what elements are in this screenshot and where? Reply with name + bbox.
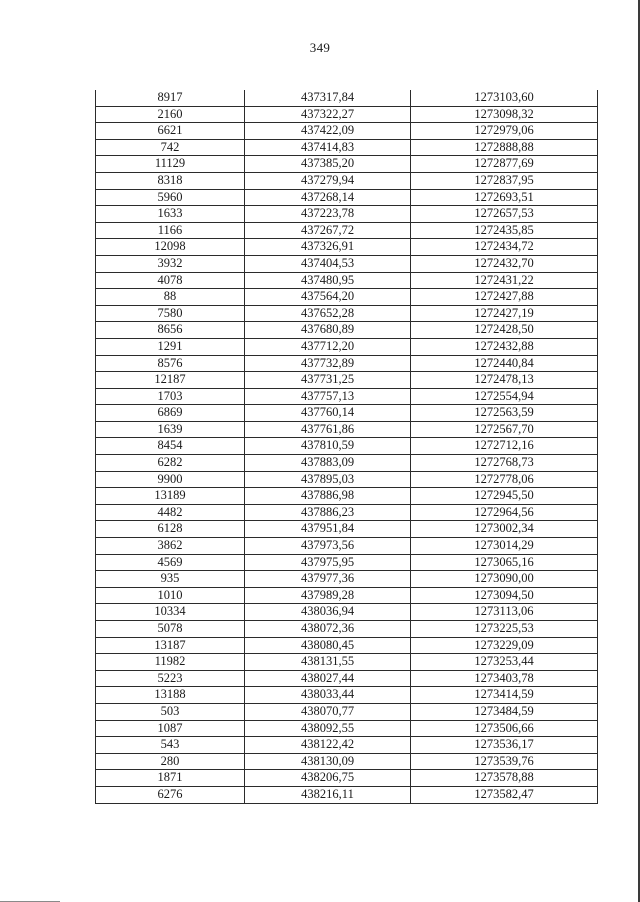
- point-number-cell: 503: [96, 703, 245, 720]
- table-row: [96, 90, 598, 106]
- point-number-cell: 5078: [96, 621, 245, 638]
- point-number-cell: 2160: [96, 106, 245, 123]
- table-row: [96, 421, 598, 438]
- table-row: [96, 554, 598, 571]
- point-number-cell: 6869: [96, 405, 245, 422]
- y-coordinate-cell: 1273414,59: [411, 687, 598, 704]
- point-number-cell: 4482: [96, 504, 245, 521]
- y-coordinate-cell: 1273578,88: [411, 770, 598, 787]
- point-number-cell: 8318: [96, 172, 245, 189]
- table-row: [96, 654, 598, 671]
- y-coordinate-cell: 1272888,88: [411, 139, 598, 156]
- point-number-cell: 11129: [96, 156, 245, 173]
- x-coordinate-cell: 438080,45: [245, 637, 411, 654]
- table-row: [96, 305, 598, 322]
- point-number-cell: 543: [96, 737, 245, 754]
- table-row: [96, 737, 598, 754]
- y-coordinate-cell: 1272478,13: [411, 372, 598, 389]
- y-coordinate-cell: 1273002,34: [411, 521, 598, 538]
- table-row: [96, 206, 598, 223]
- y-coordinate-cell: 1273098,32: [411, 106, 598, 123]
- y-coordinate-cell: 1272768,73: [411, 455, 598, 472]
- x-coordinate-cell: 437480,95: [245, 272, 411, 289]
- point-number-cell: 10334: [96, 604, 245, 621]
- x-coordinate-cell: 437326,91: [245, 239, 411, 256]
- y-coordinate-cell: 1272431,22: [411, 272, 598, 289]
- point-number-cell: 3932: [96, 255, 245, 272]
- y-coordinate-cell: 1273582,47: [411, 786, 598, 803]
- point-number-cell: 5223: [96, 670, 245, 687]
- x-coordinate-cell: 437414,83: [245, 139, 411, 156]
- table-row: [96, 455, 598, 472]
- point-number-cell: 742: [96, 139, 245, 156]
- table-row: [96, 703, 598, 720]
- table-row: [96, 687, 598, 704]
- x-coordinate-cell: 437951,84: [245, 521, 411, 538]
- point-number-cell: 13189: [96, 488, 245, 505]
- table-row: [96, 488, 598, 505]
- y-coordinate-cell: 1272428,50: [411, 322, 598, 339]
- x-coordinate-cell: 437322,27: [245, 106, 411, 123]
- y-coordinate-cell: 1273094,50: [411, 587, 598, 604]
- table-row: [96, 355, 598, 372]
- table-row: [96, 172, 598, 189]
- y-coordinate-cell: 1272567,70: [411, 421, 598, 438]
- point-number-cell: 9900: [96, 471, 245, 488]
- table-row: [96, 471, 598, 488]
- point-number-cell: 13187: [96, 637, 245, 654]
- point-number-cell: 8917: [96, 90, 245, 106]
- table-row: [96, 786, 598, 803]
- point-number-cell: 88: [96, 289, 245, 306]
- table-row: [96, 372, 598, 389]
- table-row: [96, 156, 598, 173]
- table-row: [96, 189, 598, 206]
- point-number-cell: 7580: [96, 305, 245, 322]
- x-coordinate-cell: 437975,95: [245, 554, 411, 571]
- point-number-cell: 12098: [96, 239, 245, 256]
- table-row: [96, 670, 598, 687]
- x-coordinate-cell: 437422,09: [245, 123, 411, 140]
- table-row: [96, 504, 598, 521]
- point-number-cell: 5960: [96, 189, 245, 206]
- point-number-cell: 12187: [96, 372, 245, 389]
- table-row: [96, 621, 598, 638]
- x-coordinate-cell: 437385,20: [245, 156, 411, 173]
- y-coordinate-cell: 1272945,50: [411, 488, 598, 505]
- point-number-cell: 1639: [96, 421, 245, 438]
- table-row: [96, 239, 598, 256]
- table-row: [96, 753, 598, 770]
- x-coordinate-cell: 437761,86: [245, 421, 411, 438]
- x-coordinate-cell: 437886,23: [245, 504, 411, 521]
- x-coordinate-cell: 438070,77: [245, 703, 411, 720]
- x-coordinate-cell: 437279,94: [245, 172, 411, 189]
- point-number-cell: 11982: [96, 654, 245, 671]
- coordinates-table: [95, 90, 598, 804]
- y-coordinate-cell: 1272427,19: [411, 305, 598, 322]
- point-number-cell: 1010: [96, 587, 245, 604]
- x-coordinate-cell: 437731,25: [245, 372, 411, 389]
- x-coordinate-cell: 437732,89: [245, 355, 411, 372]
- y-coordinate-cell: 1273090,00: [411, 571, 598, 588]
- y-coordinate-cell: 1272693,51: [411, 189, 598, 206]
- x-coordinate-cell: 437317,84: [245, 90, 411, 106]
- table-row: [96, 405, 598, 422]
- x-coordinate-cell: 437267,72: [245, 222, 411, 239]
- y-coordinate-cell: 1273065,16: [411, 554, 598, 571]
- x-coordinate-cell: 437712,20: [245, 338, 411, 355]
- table-row: [96, 587, 598, 604]
- x-coordinate-cell: 437680,89: [245, 322, 411, 339]
- x-coordinate-cell: 437895,03: [245, 471, 411, 488]
- point-number-cell: 1703: [96, 388, 245, 405]
- y-coordinate-cell: 1273484,59: [411, 703, 598, 720]
- table-row: [96, 139, 598, 156]
- x-coordinate-cell: 437652,28: [245, 305, 411, 322]
- table-row: [96, 338, 598, 355]
- y-coordinate-cell: 1272877,69: [411, 156, 598, 173]
- y-coordinate-cell: 1272964,56: [411, 504, 598, 521]
- x-coordinate-cell: 437977,36: [245, 571, 411, 588]
- table-row: [96, 521, 598, 538]
- y-coordinate-cell: 1272554,94: [411, 388, 598, 405]
- y-coordinate-cell: 1273403,78: [411, 670, 598, 687]
- y-coordinate-cell: 1272712,16: [411, 438, 598, 455]
- y-coordinate-cell: 1273225,53: [411, 621, 598, 638]
- x-coordinate-cell: 438122,42: [245, 737, 411, 754]
- point-number-cell: 6128: [96, 521, 245, 538]
- y-coordinate-cell: 1273103,60: [411, 90, 598, 106]
- point-number-cell: 4569: [96, 554, 245, 571]
- point-number-cell: 1871: [96, 770, 245, 787]
- point-number-cell: 3862: [96, 538, 245, 555]
- y-coordinate-cell: 1272427,88: [411, 289, 598, 306]
- y-coordinate-cell: 1273536,17: [411, 737, 598, 754]
- table-row: [96, 770, 598, 787]
- table-row: [96, 604, 598, 621]
- x-coordinate-cell: 438130,09: [245, 753, 411, 770]
- y-coordinate-cell: 1273506,66: [411, 720, 598, 737]
- table-row: [96, 637, 598, 654]
- x-coordinate-cell: 437886,98: [245, 488, 411, 505]
- table-row: [96, 123, 598, 140]
- x-coordinate-cell: 437404,53: [245, 255, 411, 272]
- y-coordinate-cell: 1273253,44: [411, 654, 598, 671]
- y-coordinate-cell: 1273113,06: [411, 604, 598, 621]
- x-coordinate-cell: 437883,09: [245, 455, 411, 472]
- point-number-cell: 280: [96, 753, 245, 770]
- x-coordinate-cell: 438216,11: [245, 786, 411, 803]
- table-row: [96, 538, 598, 555]
- table-row: [96, 438, 598, 455]
- y-coordinate-cell: 1272979,06: [411, 123, 598, 140]
- point-number-cell: 6276: [96, 786, 245, 803]
- table-row: [96, 571, 598, 588]
- x-coordinate-cell: 437989,28: [245, 587, 411, 604]
- table-row: [96, 255, 598, 272]
- x-coordinate-cell: 438131,55: [245, 654, 411, 671]
- point-number-cell: 6621: [96, 123, 245, 140]
- y-coordinate-cell: 1272432,88: [411, 338, 598, 355]
- point-number-cell: 8656: [96, 322, 245, 339]
- x-coordinate-cell: 438206,75: [245, 770, 411, 787]
- x-coordinate-cell: 437757,13: [245, 388, 411, 405]
- y-coordinate-cell: 1273539,76: [411, 753, 598, 770]
- y-coordinate-cell: 1272563,59: [411, 405, 598, 422]
- x-coordinate-cell: 438033,44: [245, 687, 411, 704]
- point-number-cell: 6282: [96, 455, 245, 472]
- y-coordinate-cell: 1272778,06: [411, 471, 598, 488]
- y-coordinate-cell: 1272440,84: [411, 355, 598, 372]
- table-row: [96, 720, 598, 737]
- y-coordinate-cell: 1272434,72: [411, 239, 598, 256]
- table-row: [96, 222, 598, 239]
- point-number-cell: 935: [96, 571, 245, 588]
- x-coordinate-cell: 437268,14: [245, 189, 411, 206]
- table-row: [96, 272, 598, 289]
- x-coordinate-cell: 437810,59: [245, 438, 411, 455]
- point-number-cell: 4078: [96, 272, 245, 289]
- x-coordinate-cell: 438092,55: [245, 720, 411, 737]
- table-row: [96, 388, 598, 405]
- point-number-cell: 8454: [96, 438, 245, 455]
- point-number-cell: 1291: [96, 338, 245, 355]
- x-coordinate-cell: 437760,14: [245, 405, 411, 422]
- page-number: 349: [309, 40, 331, 55]
- x-coordinate-cell: 437564,20: [245, 289, 411, 306]
- y-coordinate-cell: 1272432,70: [411, 255, 598, 272]
- table-row: [96, 289, 598, 306]
- coordinates-table-body: [96, 90, 598, 803]
- y-coordinate-cell: 1272657,53: [411, 206, 598, 223]
- x-coordinate-cell: 438027,44: [245, 670, 411, 687]
- x-coordinate-cell: 437973,56: [245, 538, 411, 555]
- y-coordinate-cell: 1273014,29: [411, 538, 598, 555]
- point-number-cell: 1166: [96, 222, 245, 239]
- y-coordinate-cell: 1273229,09: [411, 637, 598, 654]
- x-coordinate-cell: 438072,36: [245, 621, 411, 638]
- point-number-cell: 8576: [96, 355, 245, 372]
- y-coordinate-cell: 1272435,85: [411, 222, 598, 239]
- y-coordinate-cell: 1272837,95: [411, 172, 598, 189]
- x-coordinate-cell: 437223,78: [245, 206, 411, 223]
- point-number-cell: 1087: [96, 720, 245, 737]
- table-row: [96, 106, 598, 123]
- table-row: [96, 322, 598, 339]
- x-coordinate-cell: 438036,94: [245, 604, 411, 621]
- point-number-cell: 1633: [96, 206, 245, 223]
- point-number-cell: 13188: [96, 687, 245, 704]
